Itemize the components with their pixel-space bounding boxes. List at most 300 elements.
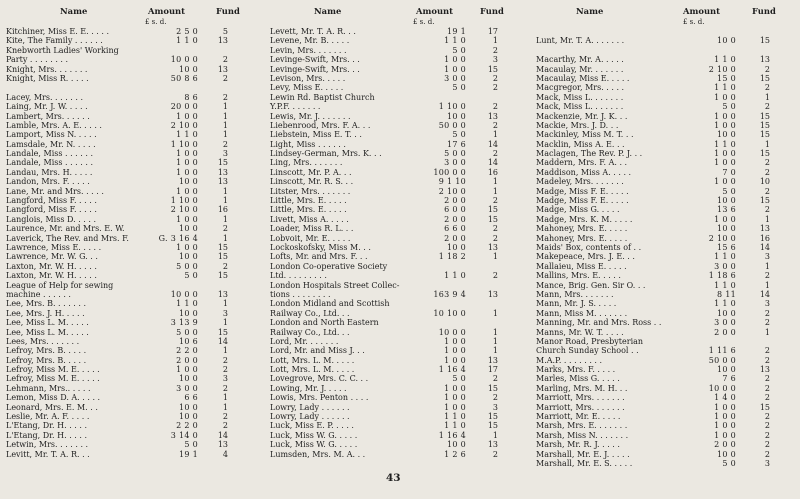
entry-name: Mahoney, Mrs. E. . . . .: [536, 233, 628, 243]
list-item: [270, 112, 532, 121]
entry-fund: 3: [222, 374, 228, 384]
entry-amount: 10 0: [446, 440, 466, 450]
list-item: [6, 234, 264, 243]
entry-amount: 2 0 0: [444, 214, 466, 224]
list-item: [6, 55, 264, 64]
entry-fund: 15: [217, 271, 228, 281]
list-item: [6, 290, 264, 299]
entry-amount: 5 0: [452, 83, 466, 93]
entry-name: Makepeace, Mrs. J. E. . .: [536, 252, 635, 262]
entry-amount: 1 18 6: [708, 271, 736, 281]
entry-amount: 10 0: [446, 111, 466, 121]
entry-fund: 13: [217, 64, 228, 74]
entry-name: Letwin, Mrs. . . . . . .: [6, 440, 89, 450]
entry-name: Lord, Mr. and Miss J. . .: [270, 346, 365, 356]
entry-name: Macgregor, Mrs. . . . .: [536, 83, 625, 93]
entry-name: Railway Co., Ltd. . .: [270, 327, 350, 337]
entry-amount: 50 0 0: [438, 120, 466, 130]
entry-name: Lobvoit, Mr. E. . . . .: [270, 233, 351, 243]
list-item: [536, 234, 798, 243]
entry-amount: 1 1 0: [714, 55, 736, 65]
entry-fund: 2: [492, 45, 498, 55]
entry-amount: 3 0 0: [176, 383, 198, 393]
entry-fund: 1: [492, 177, 498, 187]
list-item: [270, 196, 532, 205]
entry-fund: 13: [759, 55, 770, 65]
entry-amount: 5 0: [722, 186, 736, 196]
list-item: [270, 168, 532, 177]
list-item: [536, 252, 798, 261]
entry-fund: 1: [764, 327, 770, 337]
entry-name: Maids' Box, contents of . .: [536, 242, 642, 252]
entry-name: Marriott, Mrs. . . . . . .: [536, 393, 625, 403]
entry-fund: 1: [222, 102, 228, 112]
entry-amount: 3 14 0: [170, 430, 198, 440]
entry-amount: 5 0: [184, 440, 198, 450]
list-item: [6, 83, 264, 92]
entry-amount: 1 0 0: [714, 412, 736, 422]
list-item: [536, 440, 798, 449]
entry-fund: 2: [764, 383, 770, 393]
entry-name: Lehmann, Mrs.. . . . .: [6, 383, 91, 393]
entry-fund: 1: [222, 214, 228, 224]
entry-name: Lord, Mr. . . . . . .: [270, 336, 339, 346]
currency-units: £ s. d.: [145, 18, 167, 26]
entry-amount: 19 1: [446, 27, 466, 36]
entry-fund: 2: [492, 149, 498, 159]
column-3: [536, 6, 798, 468]
entry-name: Levene, Mr. B. . . . .: [270, 36, 350, 46]
entry-fund: 1: [764, 139, 770, 149]
entry-amount: 1 0 0: [444, 393, 466, 403]
list-item: [270, 450, 532, 459]
list-item: [270, 393, 532, 402]
list-item: [6, 403, 264, 412]
entry-fund: 1: [492, 130, 498, 140]
entry-amount: 5 0: [452, 374, 466, 384]
list-item: [536, 27, 798, 36]
entry-name: Manns, Mr. W. T. . . . .: [536, 327, 624, 337]
entry-fund: 2: [222, 365, 228, 375]
list-item: [270, 403, 532, 412]
list-item: [6, 365, 264, 374]
list-item: [6, 299, 264, 308]
entry-amount: 1 1 0: [714, 252, 736, 262]
entry-name: Landale, Miss . . . . . .: [6, 149, 93, 159]
entry-name: Laing, Mr. J. W. . . . .: [6, 102, 88, 112]
entry-fund: 13: [487, 289, 498, 299]
list-item: [536, 356, 798, 365]
entry-amount: G. 3 16 4: [158, 233, 198, 243]
list-item: [6, 262, 264, 271]
entry-name: Light, Miss . . . . . .: [270, 139, 346, 149]
entry-amount: 3 0 0: [714, 261, 736, 271]
entry-amount: 8 11: [716, 289, 736, 299]
entry-amount: 2 0 0: [444, 196, 466, 206]
entry-name: Luck, Miss W. G. . . . .: [270, 440, 358, 450]
entry-amount: 1 0 0: [444, 64, 466, 74]
entry-amount: 9 1 10: [438, 177, 466, 187]
entry-amount: 163 9 4: [433, 289, 466, 299]
entry-fund: 15: [759, 149, 770, 159]
entry-name: Marriott, Mr. E. . . . .: [536, 412, 621, 422]
entry-amount: 1 18 2: [438, 252, 466, 262]
list-item: [270, 215, 532, 224]
entry-name: Lumsden, Mrs. M. A. . .: [270, 449, 366, 459]
entry-fund: 1: [222, 402, 228, 412]
list-item: [6, 328, 264, 337]
entry-fund: 13: [487, 440, 498, 450]
entry-amount: 1 1 0: [714, 280, 736, 290]
list-item: [270, 243, 532, 252]
header-fund: Fund: [216, 6, 240, 16]
entry-amount: 6 0 0: [444, 205, 466, 215]
entry-name: Levinge-Swift, Mrs. . .: [270, 55, 360, 65]
list-item: [536, 262, 798, 271]
entry-fund: 2: [222, 412, 228, 422]
list-item: [536, 365, 798, 374]
entry-fund: 15: [759, 36, 770, 46]
entry-fund: 14: [759, 289, 770, 299]
entry-amount: 10 0: [716, 224, 736, 234]
entry-amount: 1 2 6: [444, 449, 466, 459]
entry-name: Madge, Miss G. . . . .: [536, 205, 620, 215]
list-item: [6, 140, 264, 149]
list-item: [270, 346, 532, 355]
entry-amount: 1 0 0: [176, 365, 198, 375]
entry-amount: 1 0 0: [714, 421, 736, 431]
entry-amount: 3 0 0: [714, 318, 736, 328]
entry-name: Marshall, Mr. E. S. . . . .: [536, 458, 633, 468]
entry-fund: 15: [487, 383, 498, 393]
entry-fund: 13: [217, 36, 228, 46]
list-item: [6, 412, 264, 421]
entry-fund: 14: [759, 242, 770, 252]
entry-amount: 1 11 6: [708, 346, 736, 356]
entry-fund: 15: [487, 214, 498, 224]
entry-name: Kitchiner, Miss E. E. . . . .: [6, 27, 110, 36]
entry-name: Landau, Mrs. H. . . . .: [6, 167, 93, 177]
entry-fund: 13: [487, 111, 498, 121]
list-item: [6, 27, 264, 36]
entry-name: Langford, Miss F. . . . .: [6, 205, 97, 215]
entry-amount: 5 0: [722, 458, 736, 468]
entry-amount: 2 10 0: [708, 64, 736, 74]
entry-fund: 15: [759, 111, 770, 121]
entry-name: Levison, Mrs. . . . .: [270, 73, 346, 83]
entry-name: Marsh, Mrs. E. . . . . . .: [536, 421, 628, 431]
list-item: [270, 36, 532, 45]
list-item: [6, 421, 264, 430]
header-name: Name: [314, 6, 342, 16]
entry-amount: 1 1 0: [176, 36, 198, 46]
list-item: [6, 205, 264, 214]
entry-fund: 1: [222, 393, 228, 403]
list-item: [6, 187, 264, 196]
entry-name: Knight, Mrs. . . . . . .: [6, 64, 88, 74]
entry-name: Langlois, Miss D. . . . .: [6, 214, 96, 224]
entry-fund: 14: [487, 139, 498, 149]
entry-fund: 2: [492, 120, 498, 130]
list-item: [536, 459, 798, 468]
entry-amount: 10 0: [716, 365, 736, 375]
entry-fund: 2: [764, 308, 770, 318]
entry-name: Lees, Mrs. . . . . . .: [6, 336, 80, 346]
list-item: [270, 271, 532, 280]
entry-amount: 1 10 0: [438, 102, 466, 112]
currency-units: £ s. d.: [413, 18, 435, 26]
entry-name: Knebworth Ladies' Working: [6, 45, 119, 55]
entry-amount: 1 0 0: [714, 92, 736, 102]
entry-fund: 2: [492, 102, 498, 112]
list-item: [536, 281, 798, 290]
list-item: [536, 65, 798, 74]
entry-fund: 14: [217, 336, 228, 346]
entry-fund: 15: [759, 130, 770, 140]
entry-amount: 17 6: [446, 139, 466, 149]
entry-fund: 13: [759, 224, 770, 234]
list-item: [270, 281, 532, 290]
entry-name: Macklin, Miss A. E. . .: [536, 139, 625, 149]
entry-amount: 2 0 0: [176, 355, 198, 365]
entry-amount: 2 0 0: [714, 327, 736, 337]
list-item: [6, 121, 264, 130]
entry-fund: 2: [764, 102, 770, 112]
list-item: [6, 149, 264, 158]
entry-amount: 5 0: [452, 130, 466, 140]
list-item: [6, 215, 264, 224]
list-item: [536, 309, 798, 318]
entry-name: Lott, Mrs. L. M. . . . .: [270, 355, 355, 365]
list-item: [6, 46, 264, 55]
entry-amount: 1 10 0: [170, 139, 198, 149]
list-item: [270, 158, 532, 167]
list-item: [270, 234, 532, 243]
header-amount: Amount: [148, 6, 185, 16]
list-item: [6, 356, 264, 365]
entry-fund: 2: [492, 196, 498, 206]
entry-name: Mackenzie, Mr. J. K. . .: [536, 111, 628, 121]
entry-name: Lowry, Lady . . . . . .: [270, 402, 350, 412]
entry-fund: 1: [222, 318, 228, 328]
column-header: [270, 6, 532, 19]
entry-name: London Midland and Scottish: [270, 299, 390, 309]
entry-name: L'Etang, Dr. H. . . . .: [6, 421, 88, 431]
entry-fund: 3: [764, 252, 770, 262]
entry-name: Lovegrove, Mrs. C. C. . .: [270, 374, 369, 384]
entry-amount: 10 0 0: [708, 383, 736, 393]
entry-fund: 15: [217, 252, 228, 262]
entry-amount: 1 1 0: [714, 83, 736, 93]
list-item: [270, 252, 532, 261]
entry-fund: 1: [222, 120, 228, 130]
list-item: [6, 74, 264, 83]
entry-fund: 5: [222, 27, 228, 36]
entry-fund: 3: [222, 149, 228, 159]
entry-name: Levinge-Swift, Mrs. . .: [270, 64, 360, 74]
list-item: [270, 318, 532, 327]
list-item: [536, 318, 798, 327]
entry-fund: 2: [492, 233, 498, 243]
entry-name: Mallins, Mrs. E. . . . .: [536, 271, 621, 281]
entry-fund: 2: [222, 73, 228, 83]
entry-name: Lawrence, Mr. W. G. . .: [6, 252, 98, 262]
entry-fund: 1: [222, 186, 228, 196]
list-item: [536, 158, 798, 167]
list-item: [6, 431, 264, 440]
list-item: [270, 290, 532, 299]
list-item: [6, 440, 264, 449]
list-item: [270, 102, 532, 111]
list-item: [6, 93, 264, 102]
list-item: [270, 93, 532, 102]
list-item: [270, 187, 532, 196]
entry-name: Church Sunday School . .: [536, 346, 639, 356]
entry-amount: 1 0 0: [176, 158, 198, 168]
entry-name: Mann, Mrs. . . . . . .: [536, 289, 614, 299]
entry-amount: 15 6: [716, 242, 736, 252]
entry-fund: 13: [487, 242, 498, 252]
entry-amount: 5 0 0: [176, 327, 198, 337]
header-amount: Amount: [416, 6, 453, 16]
entry-fund: 15: [759, 120, 770, 130]
entry-fund: 13: [217, 289, 228, 299]
list-item: [6, 243, 264, 252]
entry-fund: 2: [222, 355, 228, 365]
entry-amount: 1 0 0: [714, 402, 736, 412]
list-item: [6, 384, 264, 393]
entry-fund: 1: [492, 430, 498, 440]
list-item: [536, 393, 798, 402]
list-item: [536, 36, 798, 45]
list-item: [270, 149, 532, 158]
list-item: [6, 130, 264, 139]
entry-amount: 6 6 0: [444, 224, 466, 234]
entry-name: Lefroy, Miss M. E. . . . .: [6, 374, 100, 384]
entry-fund: 17: [487, 365, 498, 375]
entry-amount: 50 8 6: [170, 73, 198, 83]
list-item: [536, 337, 798, 346]
list-item: [536, 374, 798, 383]
entry-fund: 1: [492, 327, 498, 337]
entry-fund: 15: [217, 327, 228, 337]
entry-name: Laurence, Mr. and Mrs. E. W.: [6, 224, 125, 234]
entry-name: Leslie, Mr. A. F. . . . .: [6, 412, 90, 422]
list-item: [536, 403, 798, 412]
list-item: [6, 374, 264, 383]
entry-name: Lawrence, Miss E. . . . .: [6, 242, 102, 252]
entry-amount: 10 0: [178, 224, 198, 234]
entry-name: Madge, Miss F. E. . . . .: [536, 196, 629, 206]
list-item: [270, 74, 532, 83]
list-item: [270, 374, 532, 383]
entry-name: Madeley, Mrs. . . . . . .: [536, 177, 624, 187]
entry-amount: 7 6: [722, 374, 736, 384]
list-item: [270, 55, 532, 64]
list-item: [270, 205, 532, 214]
list-item: [270, 177, 532, 186]
entry-fund: 1: [222, 346, 228, 356]
entry-name: Laxton, Mr. W. H. . . . .: [6, 261, 97, 271]
list-item: [270, 46, 532, 55]
entry-fund: 3: [764, 458, 770, 468]
entry-amount: 13 6: [716, 205, 736, 215]
list-item: [536, 328, 798, 337]
list-item: [6, 196, 264, 205]
entry-name: Mack, Miss L. . . . . . .: [536, 92, 624, 102]
entry-name: Lowry, Lady . . . . . .: [270, 412, 350, 422]
entry-name: Knight, Miss R. . . . .: [6, 73, 89, 83]
entry-amount: 1 1 0: [444, 271, 466, 281]
entry-name: Y.P.F. . . . . . .: [270, 102, 321, 112]
entry-amount: 2 10 0: [438, 186, 466, 196]
entry-name: Linscott, Mr. R. S. . .: [270, 177, 354, 187]
entry-fund: 2: [222, 224, 228, 234]
entry-name: Marsh, Miss N. . . . . . .: [536, 430, 629, 440]
entry-name: Lefroy, Miss M. E. . . . .: [6, 365, 100, 375]
entry-name: Madge, Mrs. K. M. . . . .: [536, 214, 633, 224]
entry-amount: 1 1 0: [714, 139, 736, 149]
entry-name: M.A.P. . . . . . . . .: [536, 355, 603, 365]
entry-fund: 16: [759, 233, 770, 243]
entry-fund: 2: [222, 55, 228, 65]
entry-amount: 1 0 0: [714, 158, 736, 168]
entry-amount: 1 1 0: [444, 421, 466, 431]
list-item: [536, 74, 798, 83]
entry-amount: 1 1 0: [176, 299, 198, 309]
entry-name: Landale, Miss . . . . . .: [6, 158, 93, 168]
entry-fund: 15: [759, 196, 770, 206]
entry-fund: 2: [492, 393, 498, 403]
entry-fund: 13: [217, 167, 228, 177]
list-item: [536, 130, 798, 139]
column-2: [270, 6, 532, 459]
entry-fund: 1: [764, 261, 770, 271]
entry-fund: 2: [492, 224, 498, 234]
entry-name: Lefroy, Mrs. B. . . . .: [6, 346, 87, 356]
entry-amount: 10 0: [716, 196, 736, 206]
entry-list: [270, 27, 532, 459]
entry-fund: 2: [764, 346, 770, 356]
entry-amount: 10 0: [446, 242, 466, 252]
entry-amount: 10 0: [178, 177, 198, 187]
entry-amount: 8 6: [184, 92, 198, 102]
entry-fund: 2: [764, 374, 770, 384]
entry-name: London Hospitals Street Collec-: [270, 280, 400, 290]
entry-name: Kite, The Family . . . . . .: [6, 36, 103, 46]
entry-amount: 1 16 4: [438, 365, 466, 375]
list-item: [270, 365, 532, 374]
entry-amount: 2 10 0: [170, 205, 198, 215]
entry-amount: 1 0 0: [444, 355, 466, 365]
entry-fund: 15: [759, 73, 770, 83]
entry-name: Mann, Miss M. . . . . . .: [536, 308, 628, 318]
list-item: [6, 271, 264, 280]
entry-fund: 2: [764, 355, 770, 365]
entry-fund: 1: [492, 308, 498, 318]
entry-amount: 5 0 0: [444, 149, 466, 159]
list-item: [6, 168, 264, 177]
entry-fund: 2: [764, 83, 770, 93]
list-item: [270, 421, 532, 430]
entry-fund: 15: [217, 158, 228, 168]
entry-name: Mahoney, Mrs. E. . . . .: [536, 224, 628, 234]
entry-amount: 10 0: [178, 374, 198, 384]
list-item: [536, 299, 798, 308]
list-item: [270, 27, 532, 36]
entry-amount: 19 1: [178, 449, 198, 459]
header-amount: Amount: [683, 6, 720, 16]
